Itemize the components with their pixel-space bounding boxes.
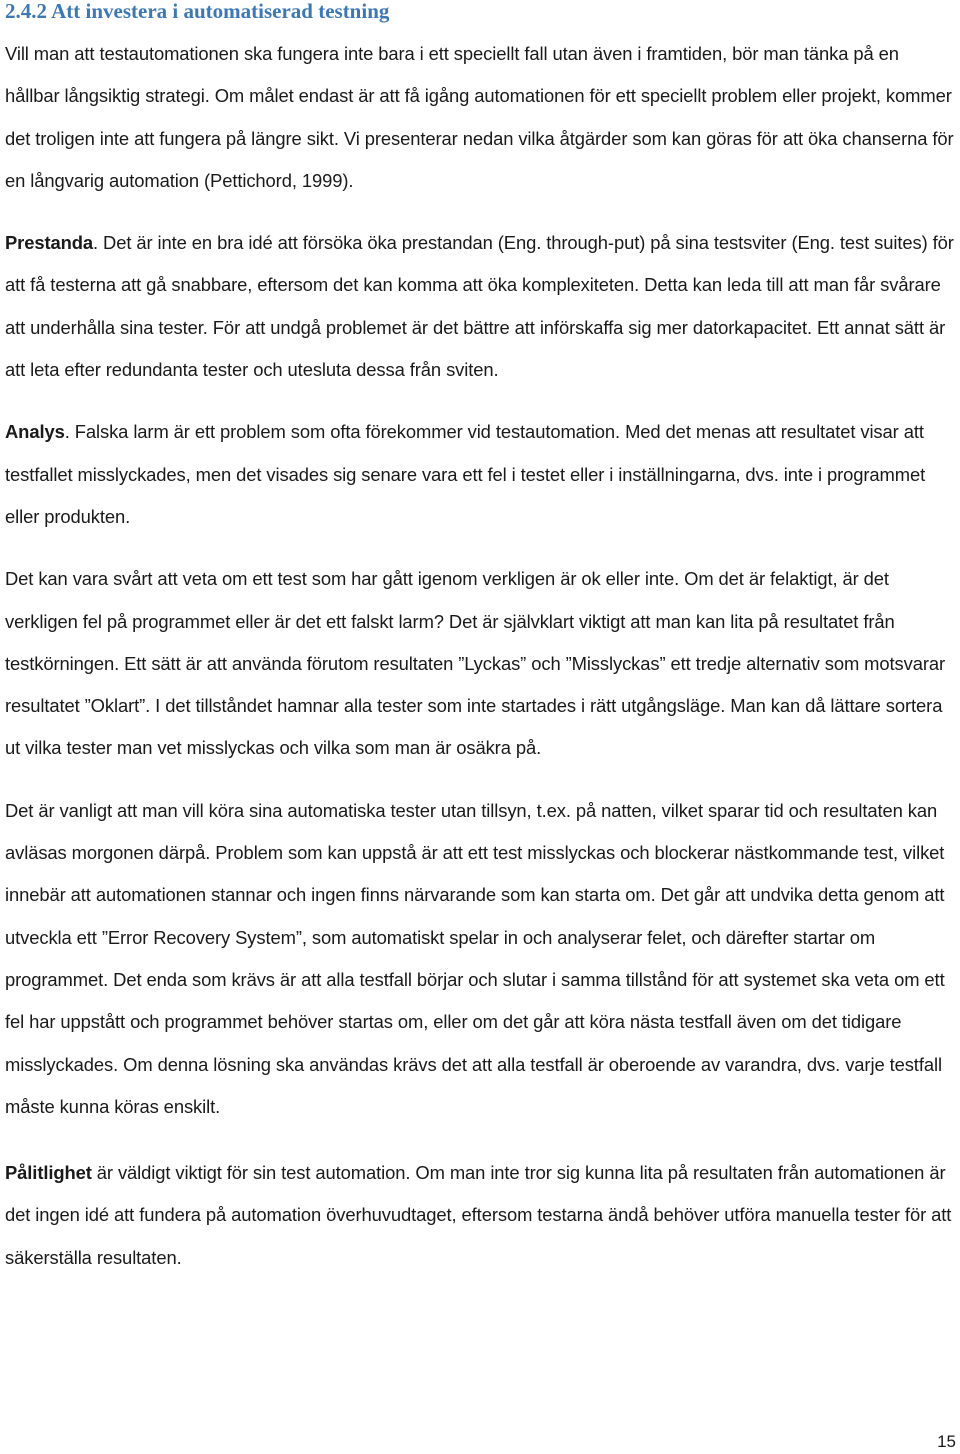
palitlighet-paragraph bbox=[5, 1152, 957, 1279]
intro-paragraph: Vill man att testautomationen ska fungera inte bara i ett speciellt fall utan även i framtiden, bör man tänka på en hållbar långsiktig strategi. Om målet endast är att få igång automationen för ett speciellt problem eller projekt, kommer det troligen inte att fungera på längre sikt. Vi presenterar nedan vilka åtgärder som kan göras för att öka chanserna för en långvarig automation (Pettichord, 1999). bbox=[5, 43, 954, 191]
palitlighet-text: är väldigt viktigt för sin test automation. Om man inte tror sig kunna lita på resultaten från automationen är det ingen idé att fundera på automation överhuvudtaget, eftersom testarna ändå behöver utföra manuella tester för att säkerställa resultaten. bbox=[5, 1162, 952, 1268]
analys-text: . Falska larm är ett problem som ofta förekommer vid testautomation. Med det menas att resultatet visar att testfallet misslyckades, men det visades sig senare vara ett fel i testet eller i inställningarna, dvs. inte i programmet eller produkten. bbox=[5, 421, 926, 527]
page-number: 15 bbox=[937, 1432, 956, 1451]
document-page bbox=[5, 0, 957, 1279]
palitlighet-term: Pålitlighet bbox=[5, 1162, 92, 1184]
analys-paragraph bbox=[5, 411, 957, 538]
oklart-paragraph: Det kan vara svårt att veta om ett test som har gått igenom verkligen är ok eller inte. Om det är felaktigt, är det verkligen fel på programmet eller är det ett falskt larm? Det är självklart viktigt att man kan lita på resultatet från testkörningen. Ett sätt är att använda förutom resultaten ”Lyckas” och ”Misslyckas” ett tredje alternativ som motsvarar resultatet ”Oklart”. I det tillståndet hamnar alla tester som inte startades i rätt utgångsläge. Man kan då lättare sortera ut vilka tester man vet misslyckas och vilka som man är osäkra på. bbox=[5, 568, 946, 759]
error-recovery-paragraph: Det är vanligt att man vill köra sina automatiska tester utan tillsyn, t.ex. på natten, vilket sparar tid och resultaten kan avläsas morgonen därpå. Problem som kan uppstå är att ett test misslyckas och blockerar nästkommande test, vilket innebär att automationen stannar och ingen finns närvarande som kan starta om. Det går att undvika detta genom att utveckla ett ”Error Recovery System”, som automatiskt spelar in och analyserar felet, och därefter startar om programmet. Det enda som krävs är att alla testfall börjar och slutar i samma tillstånd för att systemet ska veta om ett fel har uppstått och programmet behöver startas om, eller om det går att köra nästa testfall även om det tidigare misslyckades. Om denna lösning ska användas krävs det att alla testfall är oberoende av varandra, dvs. varje testfall måste kunna köras enskilt. bbox=[5, 799, 945, 1117]
prestanda-term: Prestanda bbox=[5, 232, 94, 254]
prestanda-text: . Det är inte en bra idé att försöka öka prestandan (Eng. through-put) på sina testsviter (Eng. test suites) för att få testerna att gå snabbare, eftersom det kan komma att öka komplexiteten. Detta kan leda till att man får svårare att underhålla sina tester. För att undgå problemet är det bättre att införskaffa sig mer datorkapacitet. Ett annat sätt är att leta efter redundanta tester och utesluta dessa från sviten. bbox=[5, 232, 954, 381]
section-heading: 2.4.2 Att investera i automatiserad testning bbox=[5, 0, 390, 23]
analys-term: Analys bbox=[5, 421, 65, 443]
prestanda-paragraph bbox=[5, 222, 957, 391]
